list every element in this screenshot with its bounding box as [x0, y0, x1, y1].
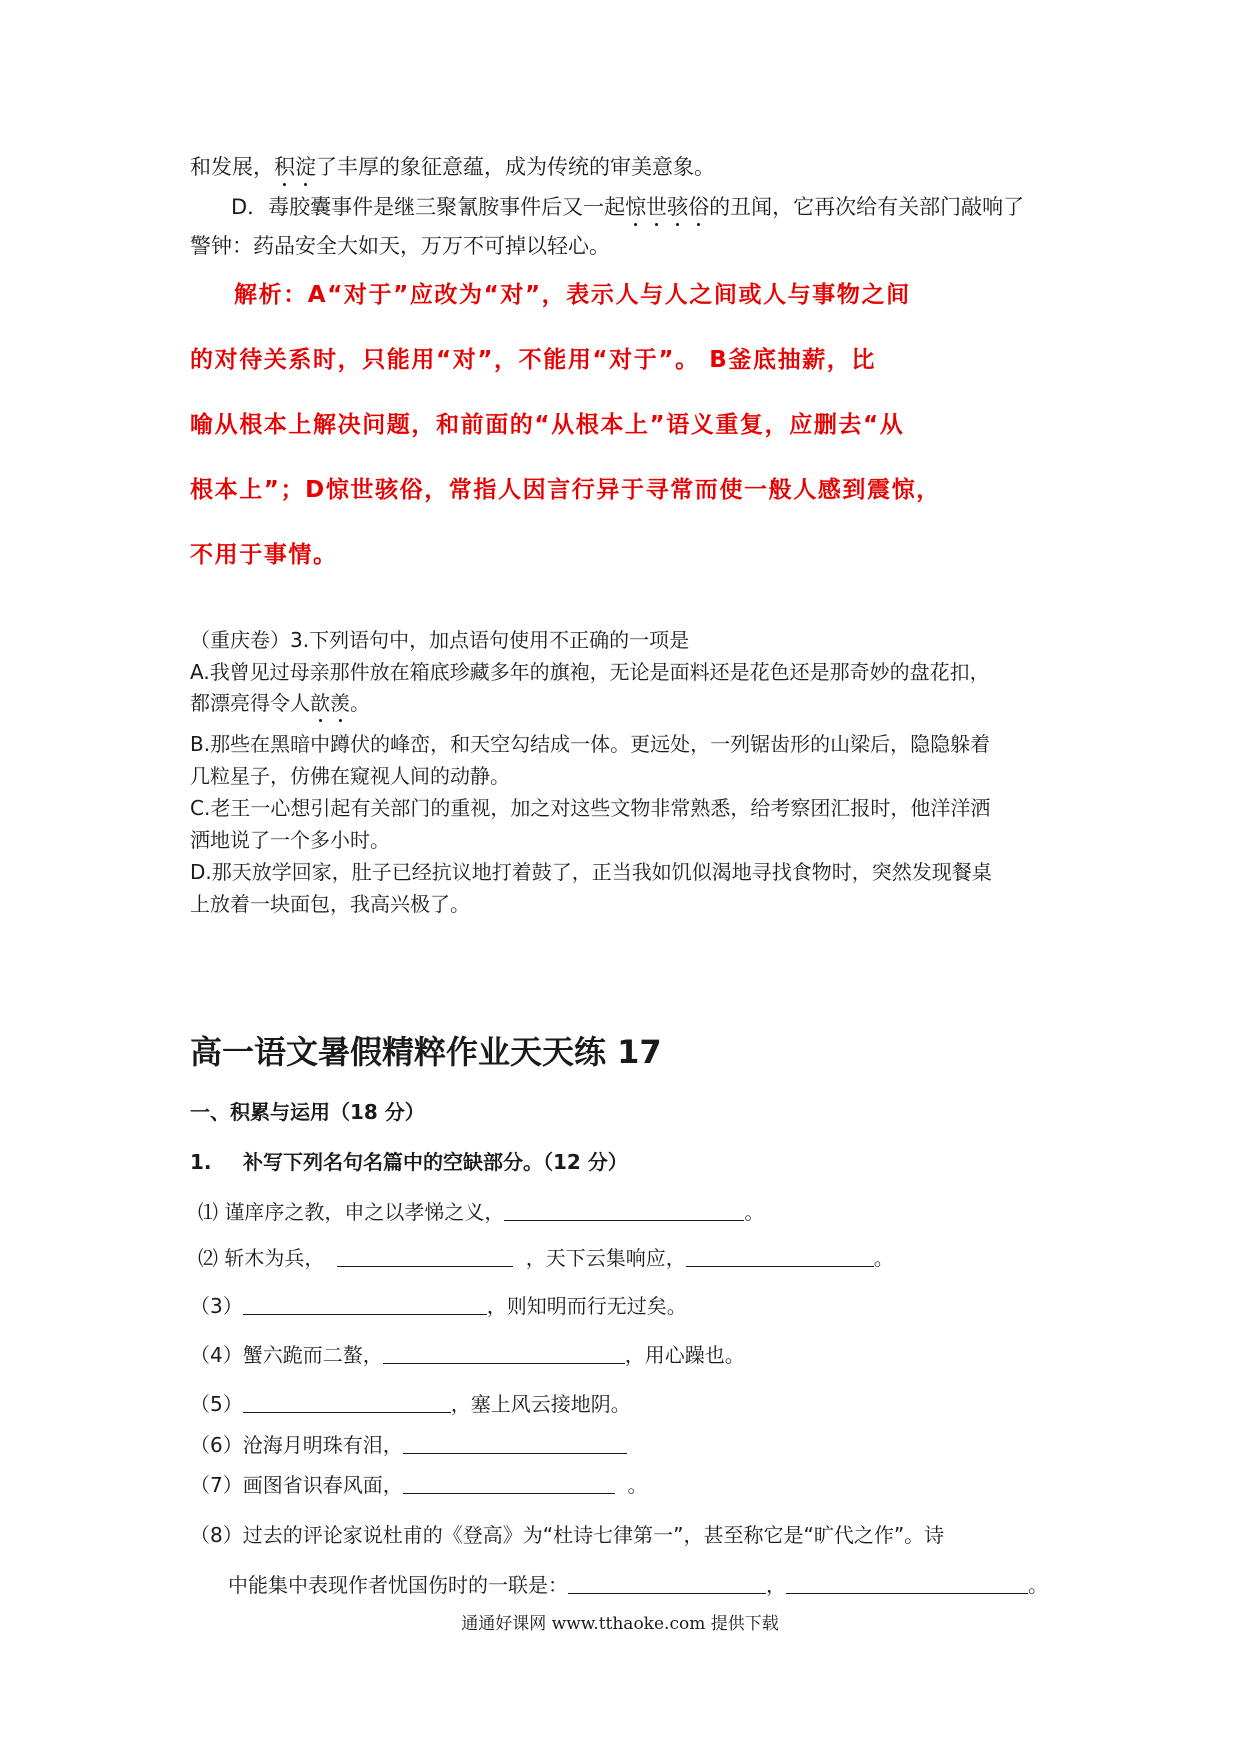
- fill-item-5: [190, 1391, 631, 1417]
- emphasis-char: 世: [646, 195, 668, 219]
- item-text: 。: [1028, 1573, 1048, 1597]
- emphasis-char: 惊: [625, 195, 647, 219]
- text-run: 了丰厚的象征意蕴，成为传统的审美意象。: [316, 155, 715, 179]
- emphasis-char: 淀: [295, 155, 316, 179]
- answer-blank[interactable]: [383, 1343, 625, 1364]
- paragraph-line: 警钟：药品安全大如天，万万不可掉以轻心。: [190, 234, 610, 258]
- fill-item-7: [190, 1472, 647, 1498]
- analysis-line: 不用于事情。: [190, 542, 338, 568]
- emphasis-char: 积: [274, 155, 295, 179]
- item-number: （5）: [190, 1392, 243, 1416]
- fill-item-2: [198, 1245, 894, 1271]
- paragraph-line: [190, 154, 715, 180]
- analysis-line: 喻从根本上解决问题，和前面的“从根本上”语义重复，应删去“从: [190, 412, 905, 438]
- analysis-line: 的对待关系时，只能用“对”，不能用“对于”。 B釜底抽薪，比: [190, 347, 877, 373]
- option-c-line: 洒地说了一个多小时。: [190, 828, 390, 852]
- item-number: ⑴: [198, 1200, 218, 1224]
- option-d-line: 上放着一块面包，我高兴极了。: [190, 892, 470, 916]
- item-text: ，则知明而行无过矣。: [486, 1294, 687, 1318]
- item-text: 画图省识春风面，: [242, 1473, 403, 1497]
- answer-blank[interactable]: [568, 1573, 766, 1594]
- answer-blank[interactable]: [403, 1473, 615, 1494]
- item-text: 斩木为兵，: [224, 1246, 325, 1270]
- fill-item-8-cont: [228, 1572, 1048, 1598]
- question-text: 补写下列名句名篇中的空缺部分。（12 分）: [243, 1150, 628, 1174]
- page-title: 高一语文暑假精粹作业天天练 17: [190, 1033, 662, 1071]
- fill-item-8: [190, 1522, 944, 1548]
- item-text: ，用心躁也。: [624, 1343, 745, 1367]
- text-run: 和发展，: [190, 155, 274, 179]
- page-footer: 通通好课网 www.tthaoke.com 提供下载: [461, 1614, 779, 1634]
- question-stem: （重庆卷）3.下列语句中，加点语句使用不正确的一项是: [190, 628, 690, 652]
- fill-item-3: [190, 1293, 687, 1319]
- item-text: 谨庠序之教，申之以孝悌之义，: [224, 1200, 505, 1224]
- item-number: （3）: [190, 1294, 243, 1318]
- answer-blank[interactable]: [243, 1294, 487, 1315]
- emphasis-char: 羡: [330, 691, 350, 715]
- option-b-line: B.那些在黑暗中蹲伏的峰峦，和天空勾结成一体。更远处，一列锯齿形的山梁后，隐隐躲着: [190, 732, 991, 756]
- item-number: ⑵: [198, 1246, 218, 1270]
- option-b-line: 几粒星子，仿佛在窥视人间的动静。: [190, 764, 510, 788]
- option-d-line: [231, 194, 1024, 220]
- item-number: （8）: [190, 1523, 243, 1547]
- item-text: 沧海月明珠有泪，: [242, 1433, 403, 1457]
- item-text: 。: [873, 1246, 894, 1270]
- item-number: （7）: [190, 1473, 243, 1497]
- option-c-line: C.老王一心想引起有关部门的重视，加之对这些文物非常熟悉，给考察团汇报时，他洋洋洒: [190, 796, 991, 820]
- item-text: 过去的评论家说杜甫的《登高》为“杜诗七律第一”，甚至称它是“旷代之作”。诗: [242, 1523, 945, 1547]
- text-run: 都漂亮得令人: [190, 691, 310, 715]
- option-d-line: D.那天放学回家，肚子已经抗议地打着鼓了，正当我如饥似渴地寻找食物时，突然发现餐桌: [190, 860, 992, 884]
- answer-blank[interactable]: [504, 1200, 744, 1221]
- question-number: 1.: [190, 1150, 212, 1174]
- emphasis-char: 俗: [688, 195, 710, 219]
- analysis-line: 解析：A“对于”应改为“对”，表示人与人之间或人与事物之间: [234, 282, 911, 308]
- option-a-line: A.我曾见过母亲那件放在箱底珍藏多年的旗袍，无论是面料还是花色还是那奇妙的盘花扣，: [190, 660, 990, 684]
- item-text: 。: [627, 1473, 648, 1497]
- text-run: 。: [350, 691, 370, 715]
- text-run: 的丑闻，它再次给有关部门敲响了: [709, 195, 1025, 219]
- fill-item-1: [198, 1199, 764, 1225]
- answer-blank[interactable]: [337, 1246, 513, 1267]
- item-number: （6）: [190, 1433, 243, 1457]
- emphasis-char: 骇: [667, 195, 689, 219]
- item-number: （4）: [190, 1343, 243, 1367]
- fill-item-6: [190, 1432, 627, 1458]
- answer-blank[interactable]: [403, 1433, 627, 1454]
- analysis-line: 根本上”；D惊世骇俗，常指人因言行异于寻常而使一般人感到震惊，: [190, 477, 941, 503]
- answer-blank[interactable]: [786, 1573, 1028, 1594]
- fill-item-4: [190, 1342, 745, 1368]
- item-text: ，: [766, 1573, 786, 1597]
- item-text: ，天下云集响应，: [525, 1246, 686, 1270]
- question-heading: [190, 1149, 628, 1175]
- item-text: 。: [744, 1200, 765, 1224]
- item-text: 中能集中表现作者忧国伤时的一联是：: [228, 1573, 568, 1597]
- item-text: 蟹六跪而二螯，: [242, 1343, 383, 1367]
- text-run: D．毒胶囊事件是继三聚氰胺事件后又一起: [231, 195, 626, 219]
- item-text: ，塞上风云接地阴。: [450, 1392, 631, 1416]
- option-a-line: [190, 690, 370, 716]
- section-heading: 一、积累与运用（18 分）: [190, 1100, 425, 1124]
- emphasis-char: 歆: [310, 691, 330, 715]
- answer-blank[interactable]: [686, 1246, 874, 1267]
- answer-blank[interactable]: [243, 1392, 451, 1413]
